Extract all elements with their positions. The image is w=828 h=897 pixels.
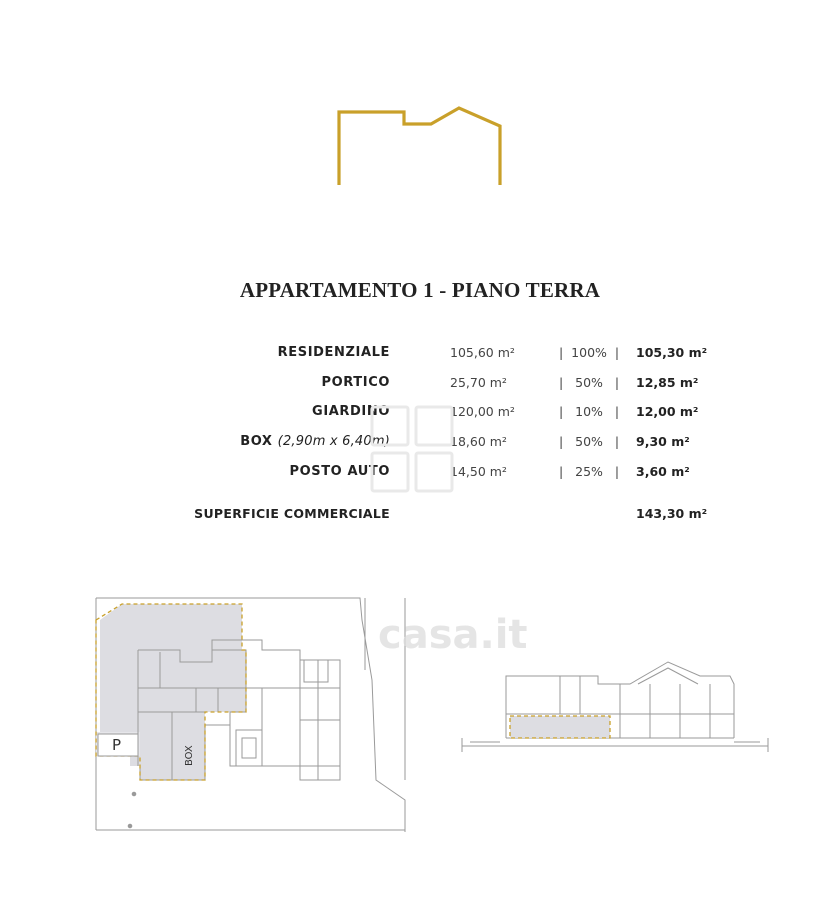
watermark-monogram-icon bbox=[368, 403, 456, 495]
page-title: APPARTAMENTO 1 - PIANO TERRA bbox=[239, 278, 601, 302]
row-label: BOX (2,90m x 6,40m) bbox=[240, 434, 390, 449]
row-result: 3,60 m² bbox=[636, 464, 690, 479]
watermark-text: casa.it bbox=[378, 612, 528, 658]
row-area: 18,60 m² bbox=[450, 434, 507, 449]
table-row bbox=[0, 345, 828, 365]
row-area: 105,60 m² bbox=[450, 345, 515, 360]
total-row bbox=[0, 506, 828, 526]
ground-floor-plan bbox=[96, 598, 405, 832]
row-label: PORTICO bbox=[321, 375, 390, 390]
parking-label: P bbox=[112, 736, 122, 754]
row-area: 25,70 m² bbox=[450, 375, 507, 390]
row-percentage: | 25% | bbox=[559, 464, 620, 479]
row-percentage: | 10% | bbox=[559, 404, 620, 419]
row-percentage: | 50% | bbox=[559, 434, 620, 449]
house-logo-icon bbox=[330, 100, 510, 190]
building-section bbox=[462, 662, 768, 752]
box-label: BOX bbox=[184, 745, 195, 766]
row-label: POSTO AUTO bbox=[289, 464, 390, 479]
row-area: 14,50 m² bbox=[450, 464, 507, 479]
table-row bbox=[0, 375, 828, 395]
row-result: 105,30 m² bbox=[636, 345, 708, 360]
row-result: 12,00 m² bbox=[636, 404, 699, 419]
row-percentage: | 50% | bbox=[559, 375, 620, 390]
row-percentage: | 100% | bbox=[559, 345, 620, 360]
box-dimensions: (2,90m x 6,40m) bbox=[277, 434, 390, 449]
row-result: 9,30 m² bbox=[636, 434, 690, 449]
row-result: 12,85 m² bbox=[636, 375, 699, 390]
total-label: SUPERFICIE COMMERCIALE bbox=[194, 506, 390, 521]
row-area: 120,00 m² bbox=[450, 404, 515, 419]
row-label: RESIDENZIALE bbox=[277, 345, 390, 360]
total-result: 143,30 m² bbox=[636, 506, 708, 521]
row-label: GIARDINO bbox=[312, 404, 390, 419]
